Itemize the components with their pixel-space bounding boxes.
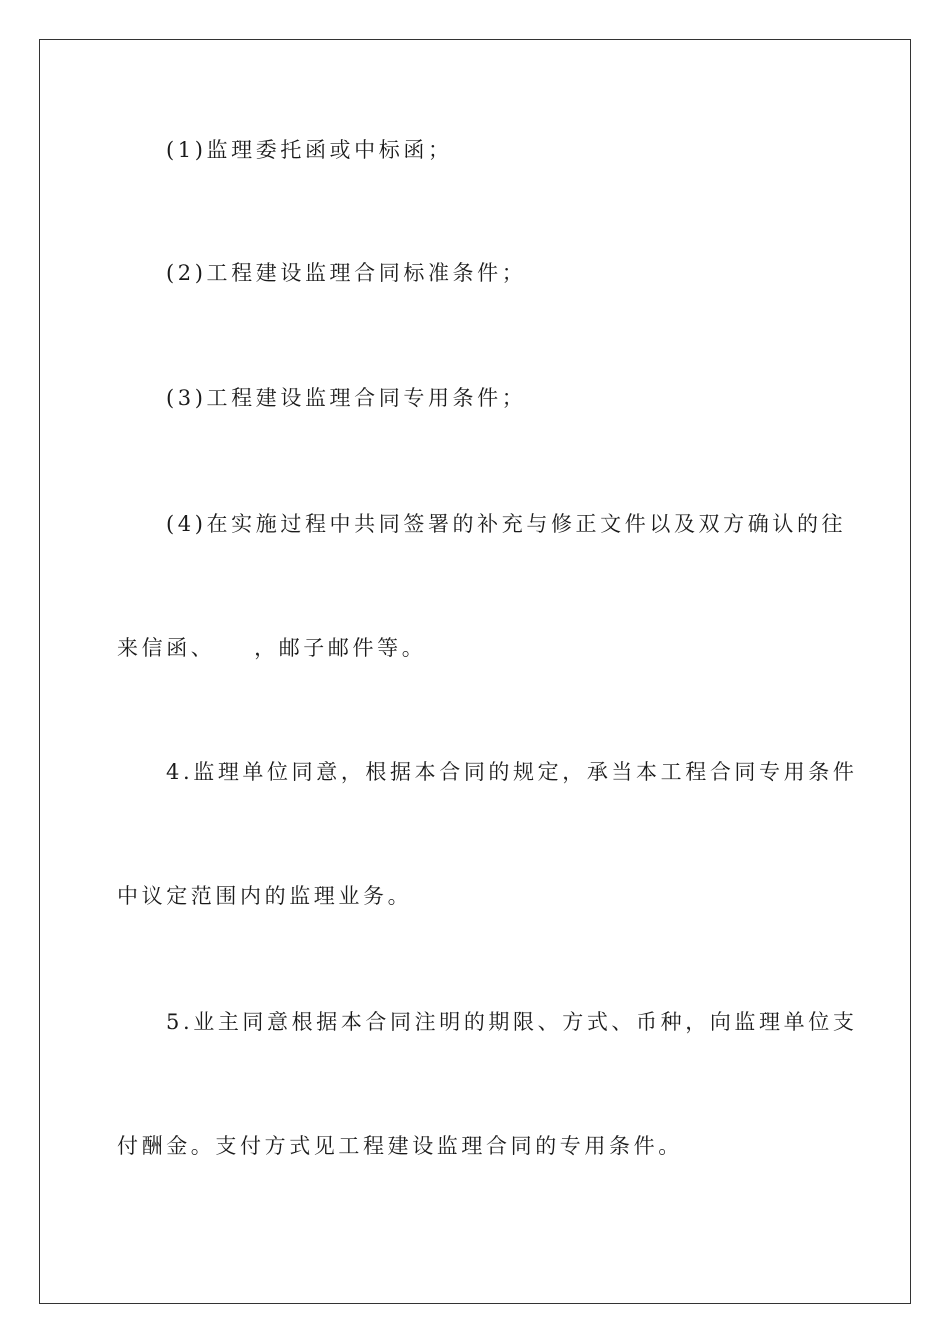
- item-4-line-2: 来信函、 ，邮子邮件等。: [117, 636, 427, 660]
- page-frame: [39, 39, 911, 1304]
- item-2-line: (2)工程建设监理合同标准条件；: [166, 261, 527, 285]
- clause-4-line-2: 中议定范围内的监理业务。: [117, 884, 413, 908]
- item-1-line: (1)监理委托函或中标函；: [166, 138, 453, 162]
- item-3-line: (3)工程建设监理合同专用条件；: [166, 386, 527, 410]
- clause-4-line-1: 4.监理单位同意，根据本合同的规定，承当本工程合同专用条件: [166, 760, 858, 784]
- item-4-line-1: (4)在实施过程中共同签署的补充与修正文件以及双方确认的往: [166, 512, 847, 536]
- clause-5-line-2: 付酬金。支付方式见工程建设监理合同的专用条件。: [117, 1134, 683, 1158]
- clause-5-line-1: 5.业主同意根据本合同注明的期限、方式、币种，向监理单位支: [166, 1010, 858, 1034]
